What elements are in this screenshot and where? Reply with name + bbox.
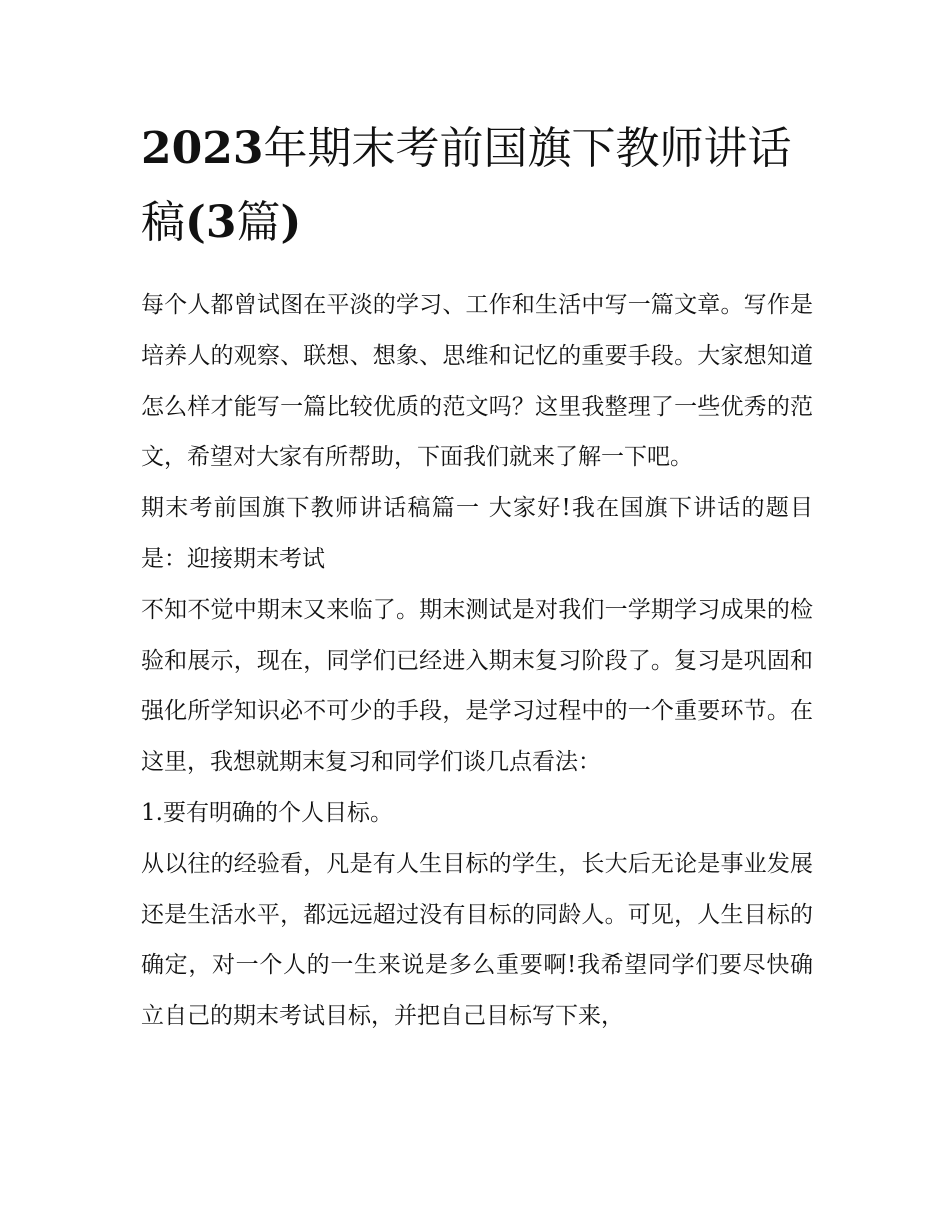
title-main: 年期末考前国旗下教师讲话稿 bbox=[141, 123, 792, 248]
title-close-paren: ) bbox=[280, 197, 302, 248]
document-title bbox=[141, 112, 813, 260]
intro-paragraph: 每个人都曾试图在平淡的学习、工作和生活中写一篇文章。写作是培养人的观察、联想、想象、思维和记忆的重要手段。大家想知道怎么样才能写一篇比较优质的范文吗？这里我整理了一些优秀的范文，希望对大家有所帮助，下面我们就来了解一下吧。 bbox=[141, 292, 813, 471]
body-paragraph: 从以往的经验看，凡是有人生目标的学生，长大后无论是事业发展还是生活水平，都远远超过没有目标的同龄人。可见，人生目标的确定，对一个人的一生来说是多么重要啊!我希望同学们要尽快确立自己的期末考试目标，并把自己目标写下来， bbox=[141, 850, 813, 1030]
title-count: 3 bbox=[205, 197, 237, 248]
numbered-point-1: 1.要有明确的个人目标。 bbox=[141, 799, 393, 826]
title-open-paren: ( bbox=[185, 197, 206, 248]
section-heading-paragraph: 期末考前国旗下教师讲话稿篇一 大家好!我在国旗下讲话的题目是：迎接期末考试 bbox=[141, 495, 813, 572]
title-count-unit: 篇 bbox=[236, 197, 281, 248]
body-paragraph: 不知不觉中期末又来临了。期末测试是对我们一学期学习成果的检验和展示，现在，同学们已经进入期末复习阶段了。复习是巩固和强化所学知识必不可少的手段，是学习过程中的一个重要环节。在这里，我想就期末复习和同学们谈几点看法： bbox=[141, 596, 813, 776]
document-body bbox=[141, 112, 813, 1042]
title-year: 2023 bbox=[141, 123, 264, 174]
